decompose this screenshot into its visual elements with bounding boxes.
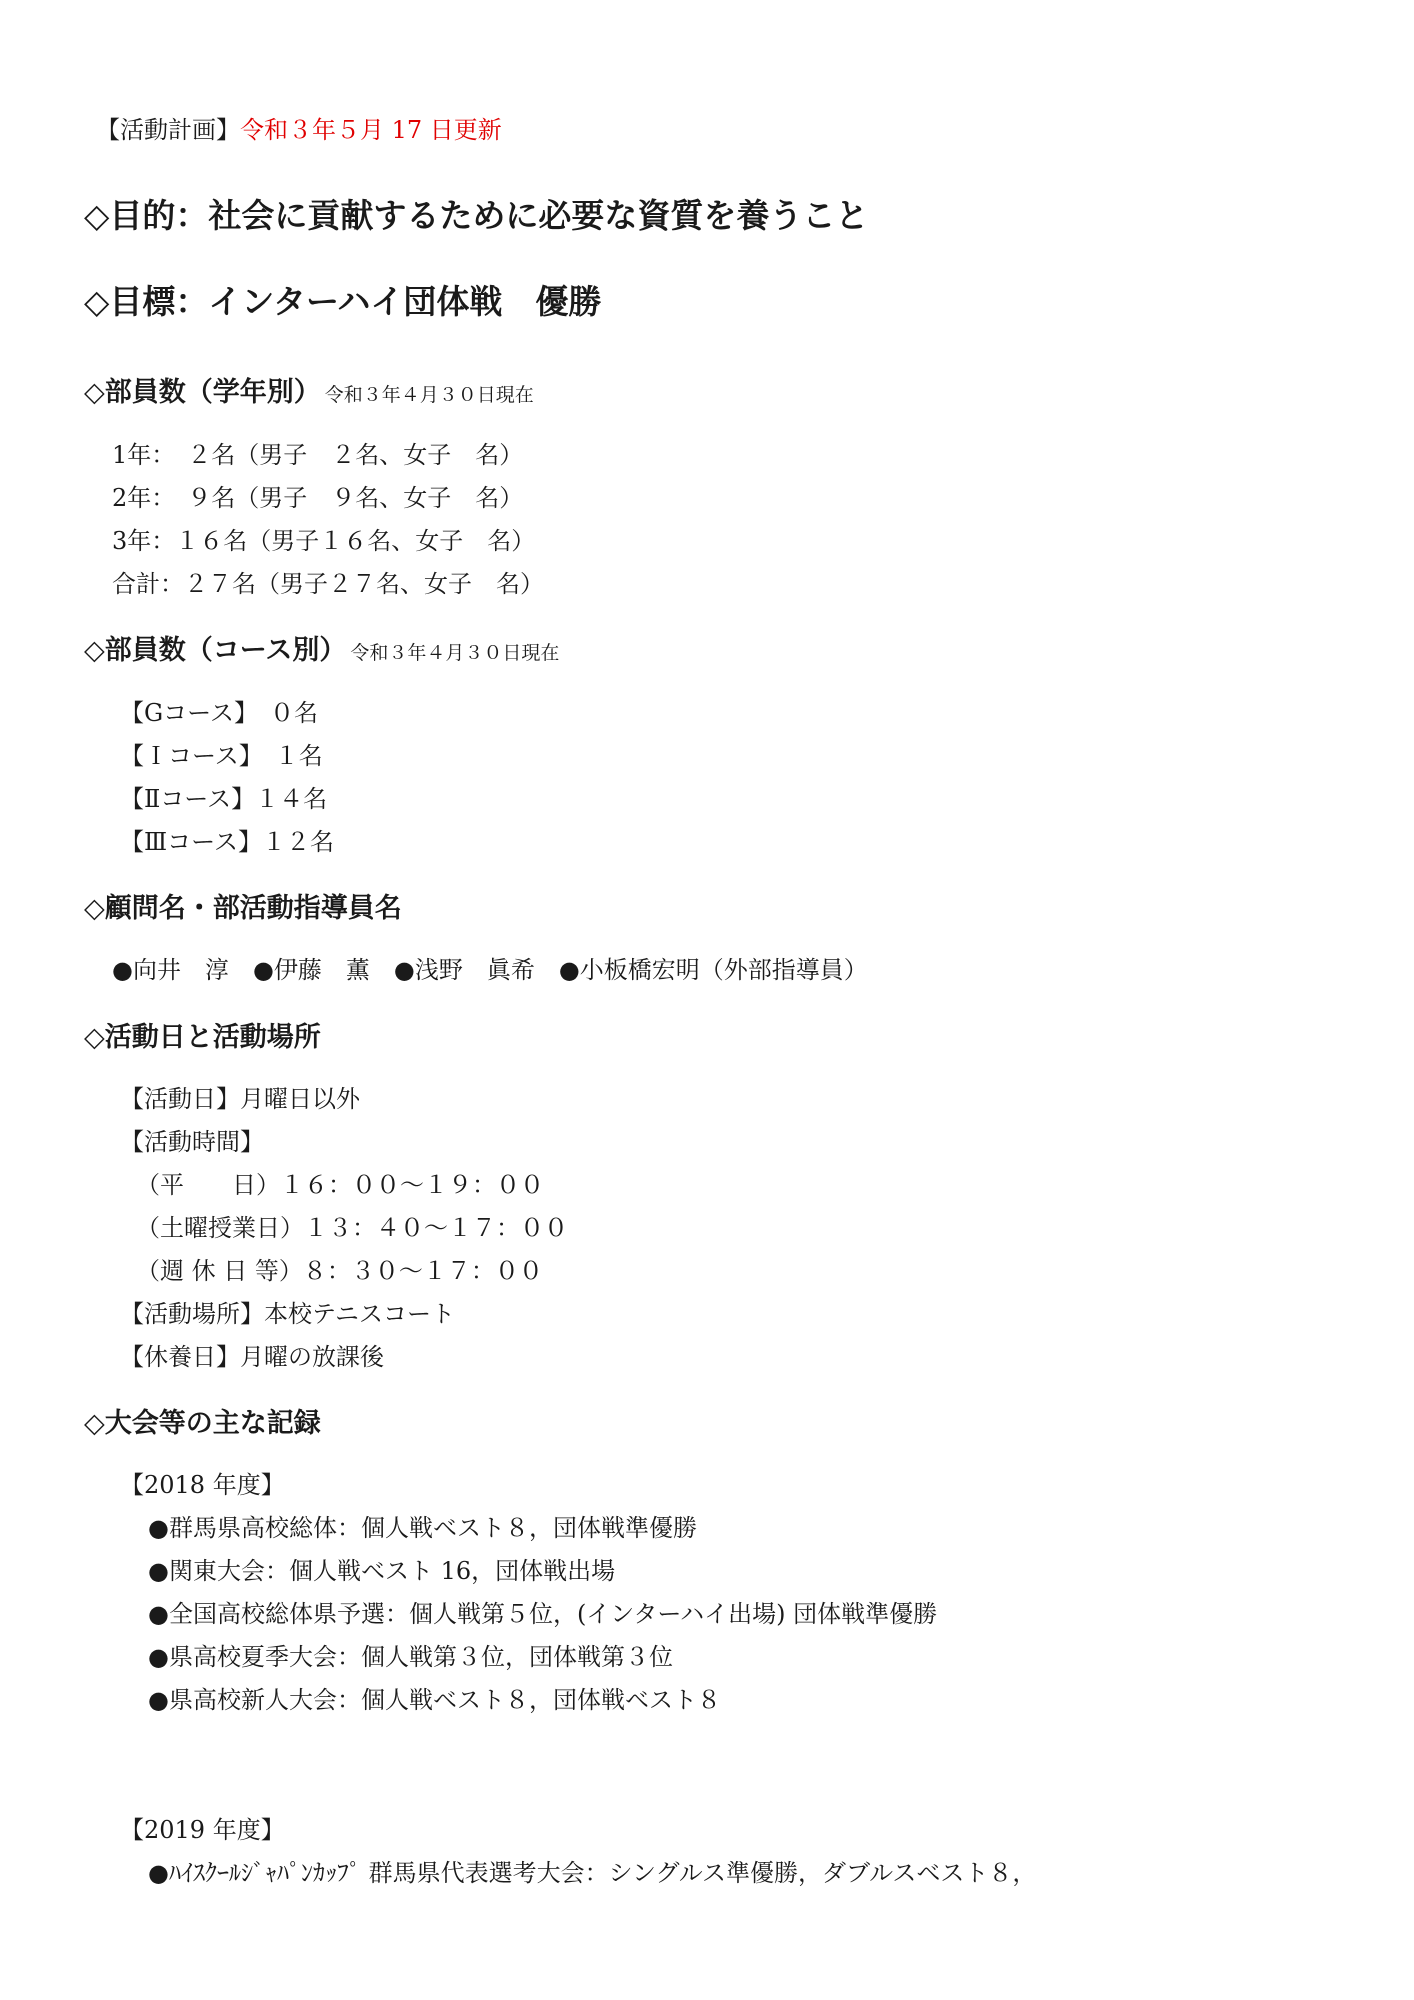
update-date: 令和３年５月 17 日更新 bbox=[240, 116, 502, 144]
course-row: 【Ⅱコース】１４名 bbox=[120, 785, 328, 813]
members-by-grade-title: ◇部員数（学年別） bbox=[84, 377, 321, 408]
members-by-grade-heading bbox=[84, 370, 534, 409]
goal-heading: ◇目標：インターハイ団体戦 優勝 bbox=[84, 282, 602, 321]
members-by-course-date: 令和３年４月３０日現在 bbox=[350, 642, 560, 664]
purpose-heading: ◇目的：社会に貢献するために必要な資質を養うこと bbox=[84, 196, 869, 235]
plan-label: 【活動計画】 bbox=[96, 116, 240, 144]
course-row: 【Gコース】 ０名 bbox=[120, 699, 318, 727]
course-row: 【Ｉコース】 １名 bbox=[120, 742, 323, 770]
record-item: ●全国高校総体県予選：個人戦第５位，(インターハイ出場) 団体戦準優勝 bbox=[148, 1600, 938, 1628]
activity-time-row: （平 日）１６：００～１９：００ bbox=[136, 1171, 544, 1199]
activity-days: 【活動日】月曜日以外 bbox=[120, 1085, 360, 1113]
advisors-list: ●向井 淳 ●伊藤 薫 ●浅野 眞希 ●小板橋宏明（外部指導員） bbox=[112, 956, 868, 984]
record-item: ●県高校新人大会：個人戦ベスト８，団体戦ベスト８ bbox=[148, 1686, 721, 1714]
grade-row: 3年：１６名（男子１６名、女子 名） bbox=[112, 527, 536, 555]
plan-header bbox=[96, 110, 502, 145]
activity-time-row: （週 休 日 等）８：３０～１７：００ bbox=[136, 1257, 543, 1285]
record-item: ●ﾊｲｽｸｰﾙｼﾞｬﾊﾟﾝｶｯﾌﾟ 群馬県代表選考大会：シングルス準優勝，ダブルスベスト８， bbox=[148, 1859, 1037, 1887]
members-by-grade-date: 令和３年４月３０日現在 bbox=[324, 384, 534, 406]
records-heading: ◇大会等の主な記録 bbox=[84, 1408, 321, 1439]
activity-heading: ◇活動日と活動場所 bbox=[84, 1022, 321, 1053]
grade-total-row: 合計：２７名（男子２７名、女子 名） bbox=[112, 570, 544, 598]
rest-day: 【休養日】月曜の放課後 bbox=[120, 1343, 384, 1371]
members-by-course-title: ◇部員数（コース別） bbox=[84, 635, 347, 666]
record-item: ●県高校夏季大会：個人戦第３位，団体戦第３位 bbox=[148, 1643, 673, 1671]
year-2018-label: 【2018 年度】 bbox=[120, 1471, 285, 1499]
course-row: 【Ⅲコース】１２名 bbox=[120, 828, 334, 856]
members-by-course-heading bbox=[84, 628, 559, 667]
activity-time-row: （土曜授業日）１３：４０～１７：００ bbox=[136, 1214, 568, 1242]
activity-time-label: 【活動時間】 bbox=[120, 1128, 264, 1156]
record-item: ●関東大会：個人戦ベスト 16，団体戦出場 bbox=[148, 1557, 616, 1585]
year-2019-label: 【2019 年度】 bbox=[120, 1816, 285, 1844]
grade-row: 1年： ２名（男子 ２名、女子 名） bbox=[112, 441, 524, 469]
advisors-heading: ◇顧問名・部活動指導員名 bbox=[84, 893, 402, 924]
activity-place: 【活動場所】本校テニスコート bbox=[120, 1300, 456, 1328]
grade-row: 2年： ９名（男子 ９名、女子 名） bbox=[112, 484, 524, 512]
record-item: ●群馬県高校総体：個人戦ベスト８，団体戦準優勝 bbox=[148, 1514, 697, 1542]
